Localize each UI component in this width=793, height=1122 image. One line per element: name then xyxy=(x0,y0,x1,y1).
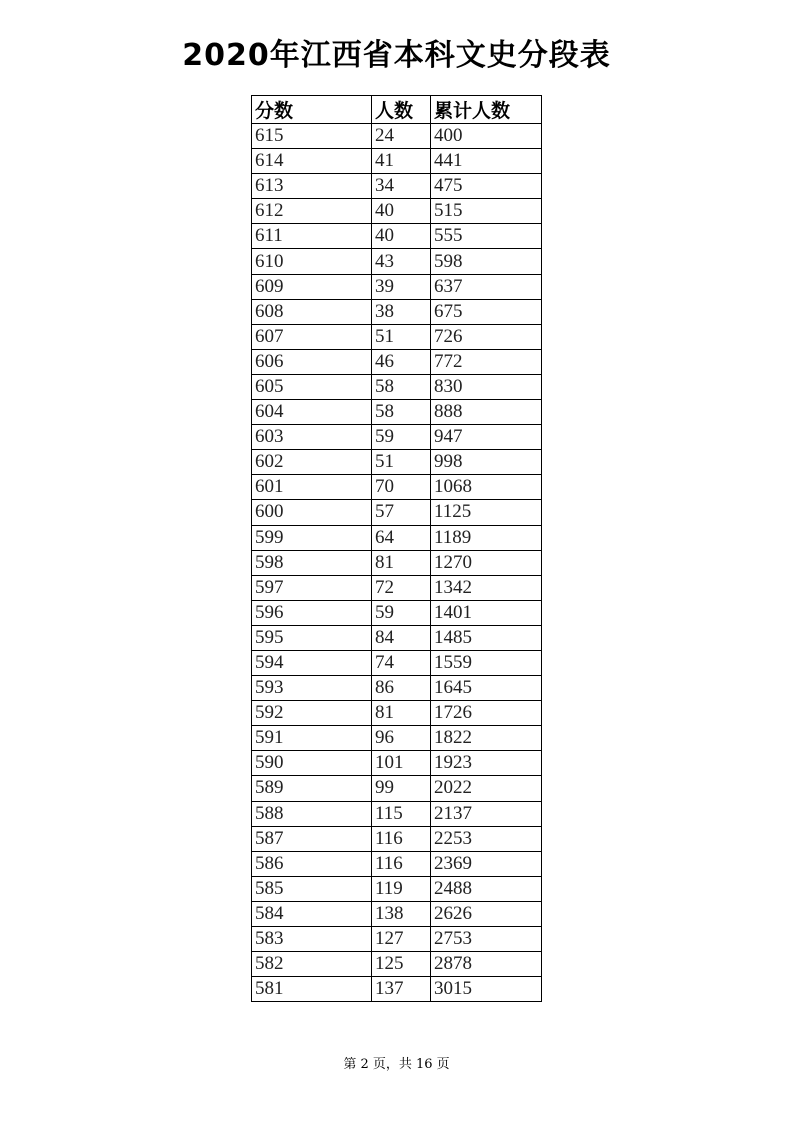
cell-score: 585 xyxy=(252,876,372,901)
cell-count: 51 xyxy=(372,324,431,349)
cell-cumulative: 441 xyxy=(431,149,542,174)
table-row xyxy=(252,927,542,952)
cell-cumulative: 1189 xyxy=(431,525,542,550)
header-count: 人数 xyxy=(372,96,431,124)
cell-score: 581 xyxy=(252,977,372,1002)
cell-count: 86 xyxy=(372,676,431,701)
cell-score: 600 xyxy=(252,500,372,525)
cell-cumulative: 2253 xyxy=(431,826,542,851)
table-row xyxy=(252,952,542,977)
cell-cumulative: 888 xyxy=(431,400,542,425)
cell-count: 59 xyxy=(372,600,431,625)
table-row xyxy=(252,575,542,600)
cell-score: 591 xyxy=(252,726,372,751)
cell-score: 609 xyxy=(252,274,372,299)
cell-cumulative: 1923 xyxy=(431,751,542,776)
header-cumulative: 累计人数 xyxy=(431,96,542,124)
cell-cumulative: 515 xyxy=(431,199,542,224)
table-row xyxy=(252,550,542,575)
table-row xyxy=(252,776,542,801)
cell-cumulative: 1401 xyxy=(431,600,542,625)
cell-score: 590 xyxy=(252,751,372,776)
table-row xyxy=(252,274,542,299)
cell-score: 598 xyxy=(252,550,372,575)
cell-score: 615 xyxy=(252,124,372,149)
cell-count: 58 xyxy=(372,374,431,399)
cell-cumulative: 772 xyxy=(431,349,542,374)
cell-cumulative: 475 xyxy=(431,174,542,199)
table-row xyxy=(252,400,542,425)
table-row xyxy=(252,600,542,625)
cell-cumulative: 998 xyxy=(431,450,542,475)
cell-count: 81 xyxy=(372,550,431,575)
cell-count: 64 xyxy=(372,525,431,550)
cell-count: 101 xyxy=(372,751,431,776)
table-row xyxy=(252,525,542,550)
cell-count: 116 xyxy=(372,851,431,876)
cell-count: 81 xyxy=(372,701,431,726)
cell-cumulative: 947 xyxy=(431,425,542,450)
cell-score: 602 xyxy=(252,450,372,475)
cell-count: 74 xyxy=(372,650,431,675)
cell-score: 593 xyxy=(252,676,372,701)
cell-count: 116 xyxy=(372,826,431,851)
cell-score: 607 xyxy=(252,324,372,349)
table-row xyxy=(252,450,542,475)
cell-cumulative: 1485 xyxy=(431,625,542,650)
cell-cumulative: 830 xyxy=(431,374,542,399)
cell-score: 610 xyxy=(252,249,372,274)
cell-cumulative: 3015 xyxy=(431,977,542,1002)
cell-count: 41 xyxy=(372,149,431,174)
cell-count: 84 xyxy=(372,625,431,650)
cell-count: 59 xyxy=(372,425,431,450)
cell-count: 115 xyxy=(372,801,431,826)
cell-count: 51 xyxy=(372,450,431,475)
table-row xyxy=(252,475,542,500)
cell-score: 597 xyxy=(252,575,372,600)
cell-count: 58 xyxy=(372,400,431,425)
cell-score: 582 xyxy=(252,952,372,977)
cell-score: 595 xyxy=(252,625,372,650)
cell-cumulative: 1645 xyxy=(431,676,542,701)
table-row xyxy=(252,374,542,399)
cell-count: 24 xyxy=(372,124,431,149)
cell-cumulative: 1822 xyxy=(431,726,542,751)
cell-cumulative: 400 xyxy=(431,124,542,149)
cell-count: 127 xyxy=(372,927,431,952)
table-row xyxy=(252,625,542,650)
page-footer: 第 2 页，共 16 页 xyxy=(343,1057,450,1072)
cell-score: 588 xyxy=(252,801,372,826)
cell-score: 608 xyxy=(252,299,372,324)
cell-score: 606 xyxy=(252,349,372,374)
table-row xyxy=(252,826,542,851)
table-row xyxy=(252,650,542,675)
table-row xyxy=(252,199,542,224)
cell-score: 613 xyxy=(252,174,372,199)
cell-cumulative: 555 xyxy=(431,224,542,249)
table-row xyxy=(252,701,542,726)
table-body xyxy=(252,124,542,1002)
cell-score: 587 xyxy=(252,826,372,851)
cell-count: 39 xyxy=(372,274,431,299)
table-row xyxy=(252,224,542,249)
table-row xyxy=(252,676,542,701)
table-row xyxy=(252,324,542,349)
table-row xyxy=(252,149,542,174)
cell-score: 611 xyxy=(252,224,372,249)
cell-score: 604 xyxy=(252,400,372,425)
cell-count: 137 xyxy=(372,977,431,1002)
cell-count: 43 xyxy=(372,249,431,274)
cell-score: 612 xyxy=(252,199,372,224)
cell-cumulative: 1270 xyxy=(431,550,542,575)
score-distribution-table xyxy=(251,95,542,1002)
table-row xyxy=(252,425,542,450)
page-title: 2020年江西省本科文史分段表 xyxy=(182,38,611,73)
table-row xyxy=(252,174,542,199)
cell-cumulative: 1068 xyxy=(431,475,542,500)
cell-count: 125 xyxy=(372,952,431,977)
cell-count: 138 xyxy=(372,901,431,926)
cell-count: 96 xyxy=(372,726,431,751)
table-row xyxy=(252,851,542,876)
cell-score: 599 xyxy=(252,525,372,550)
cell-cumulative: 2369 xyxy=(431,851,542,876)
header-score: 分数 xyxy=(252,96,372,124)
cell-count: 99 xyxy=(372,776,431,801)
cell-count: 46 xyxy=(372,349,431,374)
cell-score: 596 xyxy=(252,600,372,625)
cell-cumulative: 2022 xyxy=(431,776,542,801)
cell-cumulative: 2753 xyxy=(431,927,542,952)
cell-cumulative: 1726 xyxy=(431,701,542,726)
cell-cumulative: 1125 xyxy=(431,500,542,525)
cell-score: 601 xyxy=(252,475,372,500)
cell-score: 589 xyxy=(252,776,372,801)
table-row xyxy=(252,801,542,826)
cell-count: 40 xyxy=(372,199,431,224)
cell-score: 594 xyxy=(252,650,372,675)
cell-cumulative: 1559 xyxy=(431,650,542,675)
cell-score: 614 xyxy=(252,149,372,174)
cell-cumulative: 637 xyxy=(431,274,542,299)
cell-count: 72 xyxy=(372,575,431,600)
cell-count: 40 xyxy=(372,224,431,249)
cell-cumulative: 2626 xyxy=(431,901,542,926)
table-row xyxy=(252,726,542,751)
cell-score: 592 xyxy=(252,701,372,726)
cell-score: 584 xyxy=(252,901,372,926)
table-row xyxy=(252,500,542,525)
cell-cumulative: 2137 xyxy=(431,801,542,826)
cell-cumulative: 2878 xyxy=(431,952,542,977)
cell-count: 34 xyxy=(372,174,431,199)
table-row xyxy=(252,124,542,149)
cell-count: 38 xyxy=(372,299,431,324)
cell-score: 605 xyxy=(252,374,372,399)
cell-score: 603 xyxy=(252,425,372,450)
table-row xyxy=(252,299,542,324)
cell-cumulative: 2488 xyxy=(431,876,542,901)
cell-cumulative: 675 xyxy=(431,299,542,324)
cell-cumulative: 598 xyxy=(431,249,542,274)
cell-count: 57 xyxy=(372,500,431,525)
cell-score: 583 xyxy=(252,927,372,952)
table-row xyxy=(252,901,542,926)
cell-cumulative: 726 xyxy=(431,324,542,349)
table-row xyxy=(252,249,542,274)
cell-count: 119 xyxy=(372,876,431,901)
table-row xyxy=(252,977,542,1002)
cell-cumulative: 1342 xyxy=(431,575,542,600)
table-row xyxy=(252,751,542,776)
table-row xyxy=(252,876,542,901)
table-header-row xyxy=(252,96,542,124)
cell-count: 70 xyxy=(372,475,431,500)
cell-score: 586 xyxy=(252,851,372,876)
table-row xyxy=(252,349,542,374)
